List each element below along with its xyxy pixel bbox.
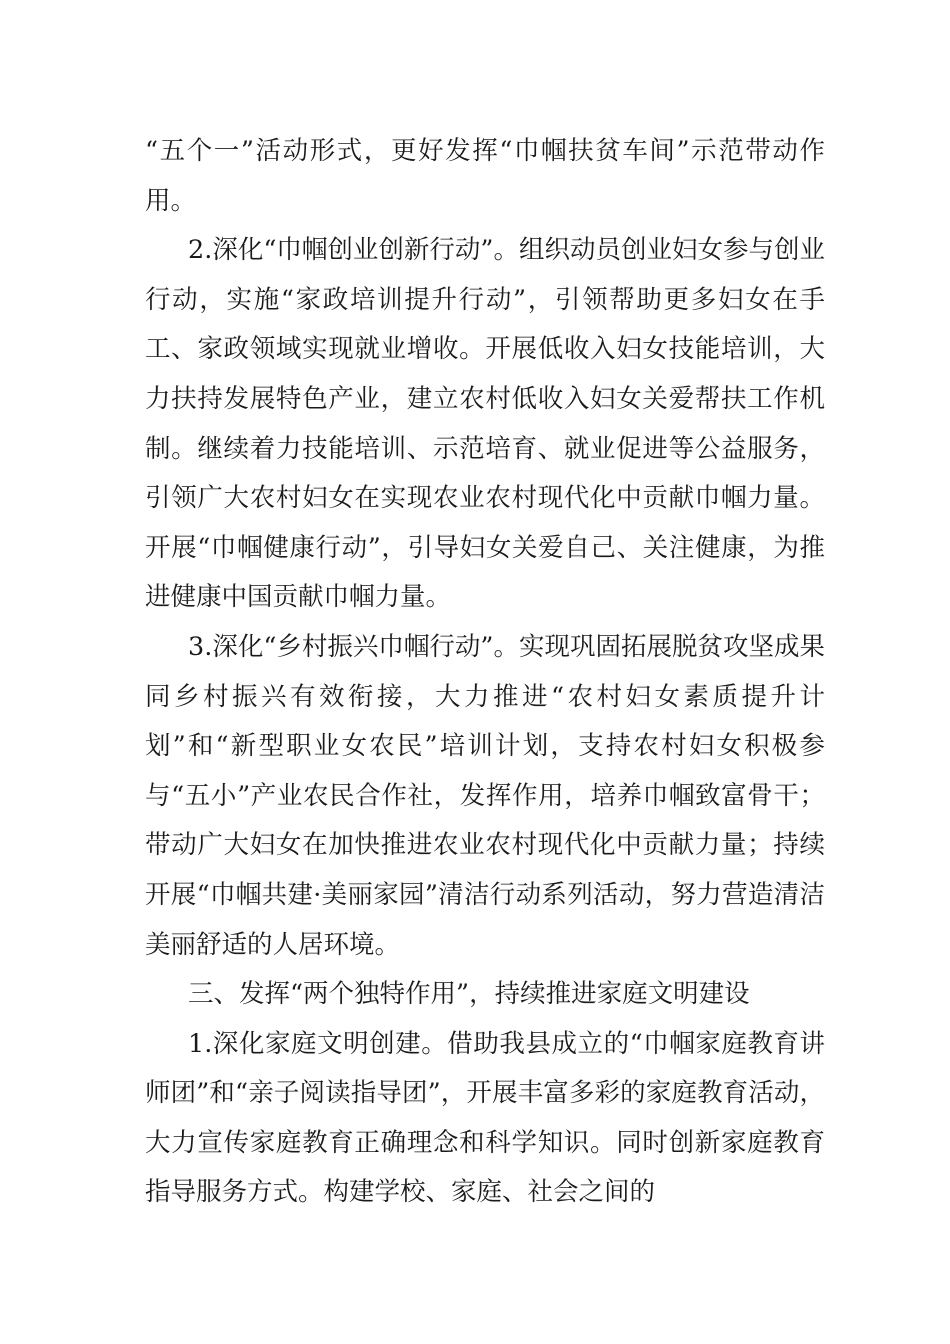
paragraph-item-2: 2.深化“巾帼创业创新行动”。组织动员创业妇女参与创业行动，实施“家政培训提升行动”，引领帮助更多妇女在手工、家政领域实现就业增收。开展低收入妇女技能培训，大力扶持发展特色产业，建立农村低收入妇女关爱帮扶工作机制。继续着力技能培训、示范培育、就业促进等公益服务，引领广大农村妇女在实现农业农村现代化中贡献巾帼力量。开展“巾帼健康行动”，引导妇女关爱自己、关注健康，为推进健康中国贡献巾帼力量。 — [145, 235, 825, 613]
section-heading-3: 三、发挥“两个独特作用”，持续推进家庭文明建设 — [188, 979, 750, 1010]
paragraph-item-1: 1.深化家庭文明创建。借助我县成立的“巾帼家庭教育讲师团”和“亲子阅读指导团”，开展丰富多彩的家庭教育活动，大力宣传家庭教育正确理念和科学知识。同时创新家庭教育指导服务方式。构建学校、家庭、社会之间的 — [145, 1028, 825, 1208]
paragraph-continuation: “五个一”活动形式，更好发挥“巾帼扶贫车间”示范带动作用。 — [145, 136, 825, 216]
document-body — [145, 127, 825, 1218]
paragraph-item-3: 3.深化“乡村振兴巾帼行动”。实现巩固拓展脱贫攻坚成果同乡村振兴有效衔接，大力推进“农村妇女素质提升计划”和“新型职业女农民”培训计划，支持农村妇女积极参与“五小”产业农民合作社，发挥作用，培养巾帼致富骨干；带动广大妇女在加快推进农业农村现代化中贡献力量；持续开展“巾帼共建·美丽家园”清洁行动系列活动，努力营造清洁美丽舒适的人居环境。 — [145, 631, 825, 960]
